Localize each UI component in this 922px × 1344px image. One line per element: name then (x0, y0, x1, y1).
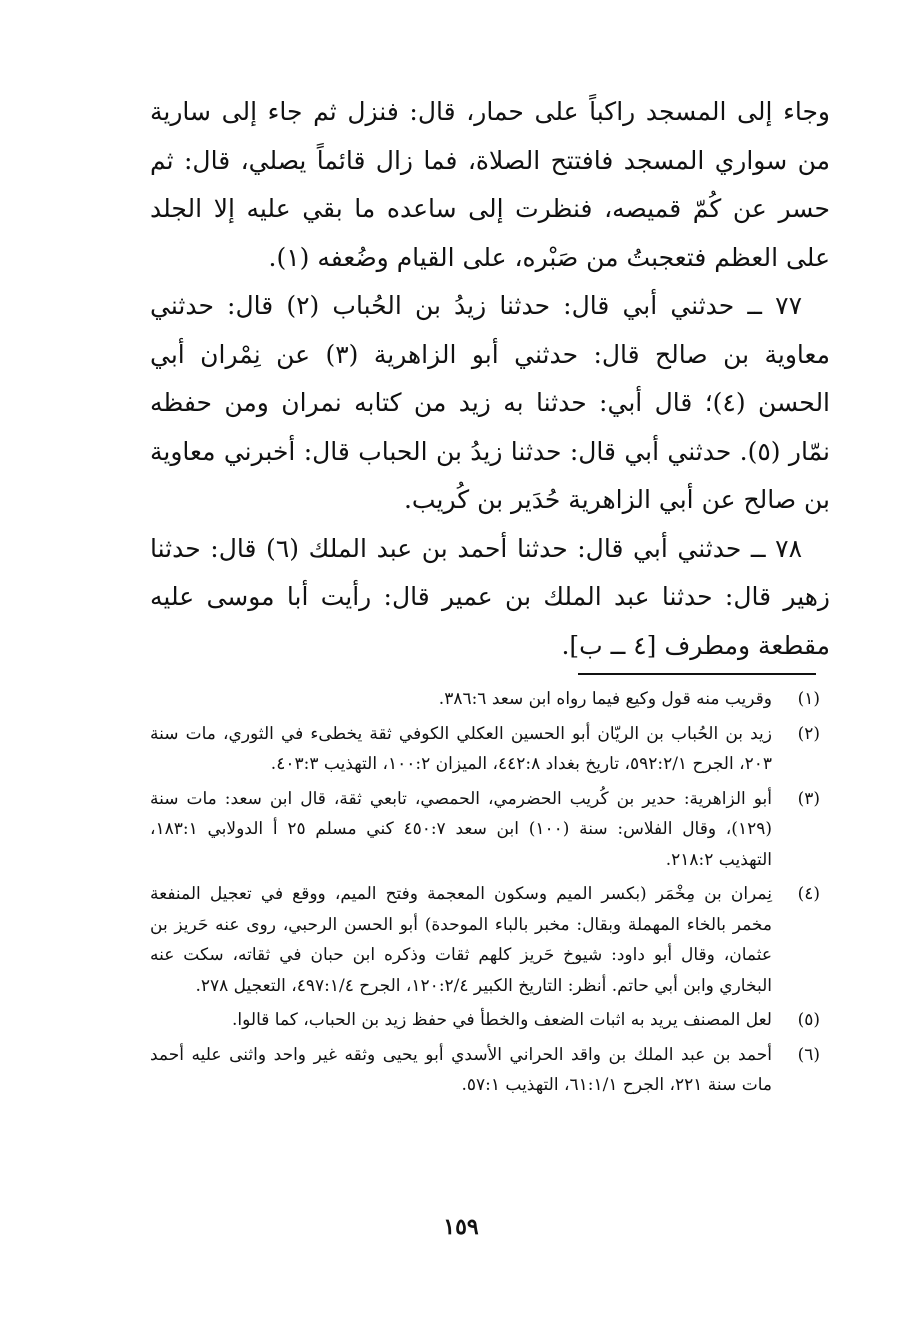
footnote-text: وقريب منه قول وكيع فيما رواه ابن سعد ٣٨٦:٦. (438, 689, 772, 709)
footnote-mark: (١) (797, 689, 820, 709)
footnote-mark: (٣) (797, 788, 820, 809)
main-paragraph-78: ٧٨ ــ حدثني أبي قال: حدثنا أحمد بن عبد الملك (٦) قال: حدثنا زهير قال: حدثنا عبد الملك بن عمير قال: رأيت أبا موسى عليه مقطعة ومطرف [٤ ــ ب]. (150, 533, 830, 660)
main-text-body (150, 88, 830, 670)
footnote-divider (578, 673, 816, 675)
footnote-mark: (٤) (797, 884, 820, 904)
footnote-2 (150, 719, 820, 780)
footnote-mark: (٢) (797, 723, 820, 744)
footnote-4 (150, 879, 820, 1001)
page-number: ١٥٩ (443, 1214, 479, 1240)
footnote-mark: (٦) (797, 1044, 820, 1065)
footnote-6 (150, 1040, 820, 1101)
footnote-text: زيد بن الحُباب بن الريّان أبو الحسين العكلي الكوفي ثقة يخطىء في الثوري، مات سنة ٢٠٣، الجرح ٥٩٢:٢/١، تاريخ بغداد ٤٤٢:٨، الميزان ١٠٠:٢، التهذيب ٤٠٣:٣. (150, 723, 772, 774)
footnote-3 (150, 784, 820, 876)
main-paragraph-77: ٧٧ ــ حدثني أبي قال: حدثنا زيدُ بن الحُباب (٢) قال: حدثني معاوية بن صالح قال: حدثني أبو الزاهرية (٣) عن نِمْران أبي الحسن (٤)؛ قال أبي: حدثنا به زيد من كتابه نمران ومن حفظه نمّار (٥). حدثني أبي قال: حدثنا زيدُ بن الحباب قال: أخبرني معاوية بن صالح عن أبي الزاهرية حُدَير بن كُريب. (150, 291, 831, 514)
footnote-mark: (٥) (797, 1010, 820, 1030)
main-paragraph-continuation: وجاء إلى المسجد راكباً على حمار، قال: فنزل ثم جاء إلى سارية من سواري المسجد فافتتح الصلاة، فما زال قائماً يصلي، قال: ثم حسر عن كُمّ قميصه، فنظرت إلى ساعده ما بقي عليه إلا الجلد على العظم فتعجبتُ من صَبْره، على القيام وضُعفه (١). (150, 97, 830, 272)
footnotes-section (150, 684, 820, 1105)
footnote-text: أبو الزاهرية: حدير بن كُريب الحضرمي، الحمصي، تابعي ثقة، قال ابن سعد: مات سنة (١٢٩)، وقال الفلاس: سنة (١٠٠) ابن سعد ٤٥٠:٧ كني مسلم ٢٥ أ الدولابي ١٨٣:١، التهذيب ٢١٨:٢. (150, 788, 772, 870)
footnote-text: لعل المصنف يريد به اثبات الضعف والخطأ في حفظ زيد بن الحباب، كما قالوا. (232, 1010, 772, 1030)
footnote-text: أحمد بن عبد الملك بن واقد الحراني الأسدي أبو يحيى وثقه غير واحد واثنى عليه أحمد مات سنة ٢٢١، الجرح ٦١:١/١، التهذيب ٥٧:١. (150, 1044, 772, 1095)
footnote-text: نِمران بن مِخْمَر (بكسر الميم وسكون المعجمة وفتح الميم، ووقع في تعجيل المنفعة مخمر بالخاء المهملة وبقال: مخبر بالباء الموحدة) أبو الحسن الرحبي، روى عنه حَريز بن عثمان، وقال أبو داود: شيوخ حَريز كلهم ثقات وذكره ابن حبان في ثقاته، سكت عنه البخاري وابن أبي حاتم. أنظر: التاريخ الكبير ١٢٠:٢/٤، الجرح ٤٩٧:١/٤، التعجيل ٢٧٨. (150, 884, 772, 996)
footnote-5 (150, 1005, 820, 1036)
footnote-1 (150, 684, 820, 715)
